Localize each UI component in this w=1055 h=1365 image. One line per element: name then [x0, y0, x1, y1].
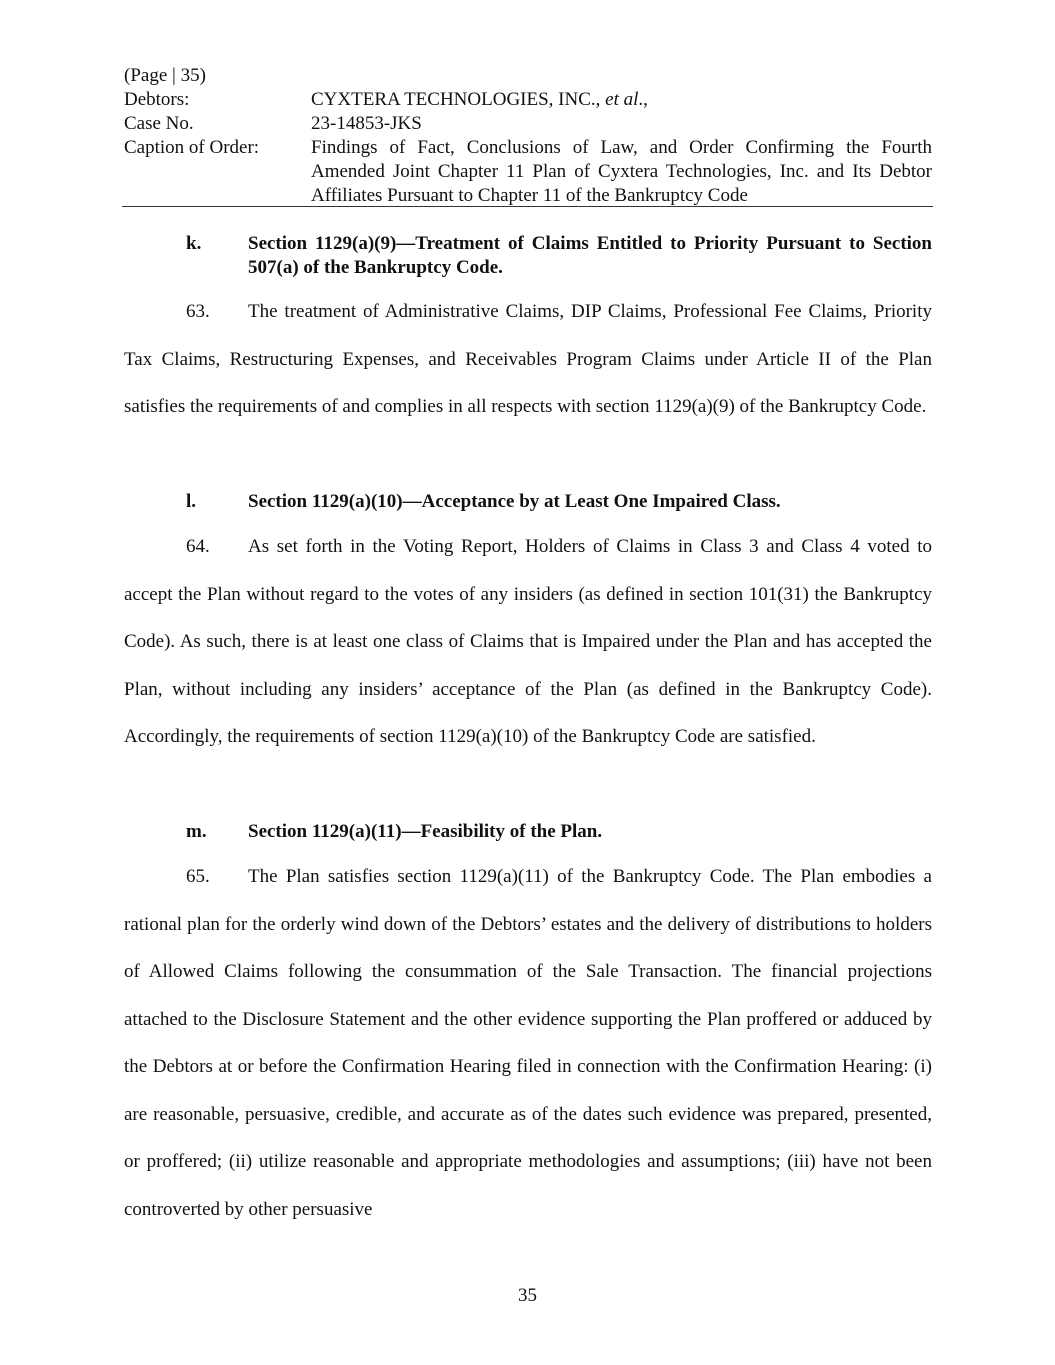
page-label-row [124, 64, 932, 88]
section-title: Section 1129(a)(11)—Feasibility of the Plan. [248, 821, 603, 842]
paragraph-number: 64. [186, 536, 210, 557]
section-letter: m. [186, 821, 207, 842]
paragraph-number: 63. [186, 301, 210, 322]
debtors-et-al: et al [605, 89, 639, 110]
case-number-label: Case No. [124, 113, 194, 134]
case-caption [124, 64, 932, 208]
case-number-value: 23-14853-JKS [311, 113, 422, 134]
section-title: Section 1129(a)(10)—Acceptance by at Least One Impaired Class. [248, 491, 781, 512]
debtors-label: Debtors: [124, 89, 190, 110]
paragraph-65 [124, 853, 932, 1233]
debtors-trail: ., [638, 89, 648, 110]
debtors-value [311, 88, 932, 112]
paragraph-63 [124, 288, 932, 431]
paragraph-text: As set forth in the Voting Report, Holders of Claims in Class 3 and Class 4 voted to accept the Plan without regard to the votes of any insiders (as defined in section 101(31) the Bankruptcy Code). As such, there is at least one class of Claims that is Impaired under the Plan and has accepted the Plan, without including any insiders’ acceptance of the Plan (as defined in the Bankruptcy Code). Accordingly, the requirements of section 1129(a)(10) of the Bankruptcy Code are satisfied. [124, 536, 932, 747]
section-title: Section 1129(a)(9)—Treatment of Claims Entitled to Priority Pursuant to Section 507(a) of the Bankruptcy Code. [248, 233, 932, 278]
caption-of-order-value: Findings of Fact, Conclusions of Law, and Order Confirming the Fourth Amended Joint Chapter 11 Plan of Cyxtera Technologies, Inc. and Its Debtor Affiliates Pursuant to Chapter 11 of the Bankruptcy Code [311, 137, 932, 206]
section-letter: l. [186, 491, 197, 512]
section-heading-l [124, 490, 932, 514]
page-number: 35 [518, 1285, 537, 1306]
paragraph-number: 65. [186, 866, 210, 887]
section-letter: k. [186, 233, 202, 254]
page-label: (Page | 35) [124, 65, 206, 86]
section-heading-k [124, 232, 932, 280]
paragraph-text: The Plan satisfies section 1129(a)(11) of the Bankruptcy Code. The Plan embodies a rational plan for the orderly wind down of the Debtors’ estates and the delivery of distributions to holders of Allowed Claims following the consummation of the Sale Transaction. The financial projections attached to the Disclosure Statement and the other evidence supporting the Plan proffered or adduced by the Debtors at or before the Confirmation Hearing filed in connection with the Confirmation Hearing: (i) are reasonable, persuasive, credible, and accurate as of the dates such evidence was prepared, presented, or proffered; (ii) utilize reasonable and appropriate methodologies and assumptions; (iii) have not been controverted by other persuasive [124, 866, 932, 1220]
paragraph-64 [124, 523, 932, 761]
debtors-name: CYXTERA TECHNOLOGIES, INC., [311, 89, 606, 110]
paragraph-text: The treatment of Administrative Claims, DIP Claims, Professional Fee Claims, Priority Tax Claims, Restructuring Expenses, and Receivables Program Claims under Article II of the Plan satisfies the requirements of and complies in all respects with section 1129(a)(9) of the Bankruptcy Code. [124, 301, 932, 417]
caption-of-order-label: Caption of Order: [124, 137, 260, 158]
caption-of-order-row [124, 136, 932, 208]
caption-divider [122, 206, 933, 207]
case-number-row [124, 112, 932, 136]
debtors-row [124, 88, 932, 112]
section-heading-m [124, 820, 932, 844]
